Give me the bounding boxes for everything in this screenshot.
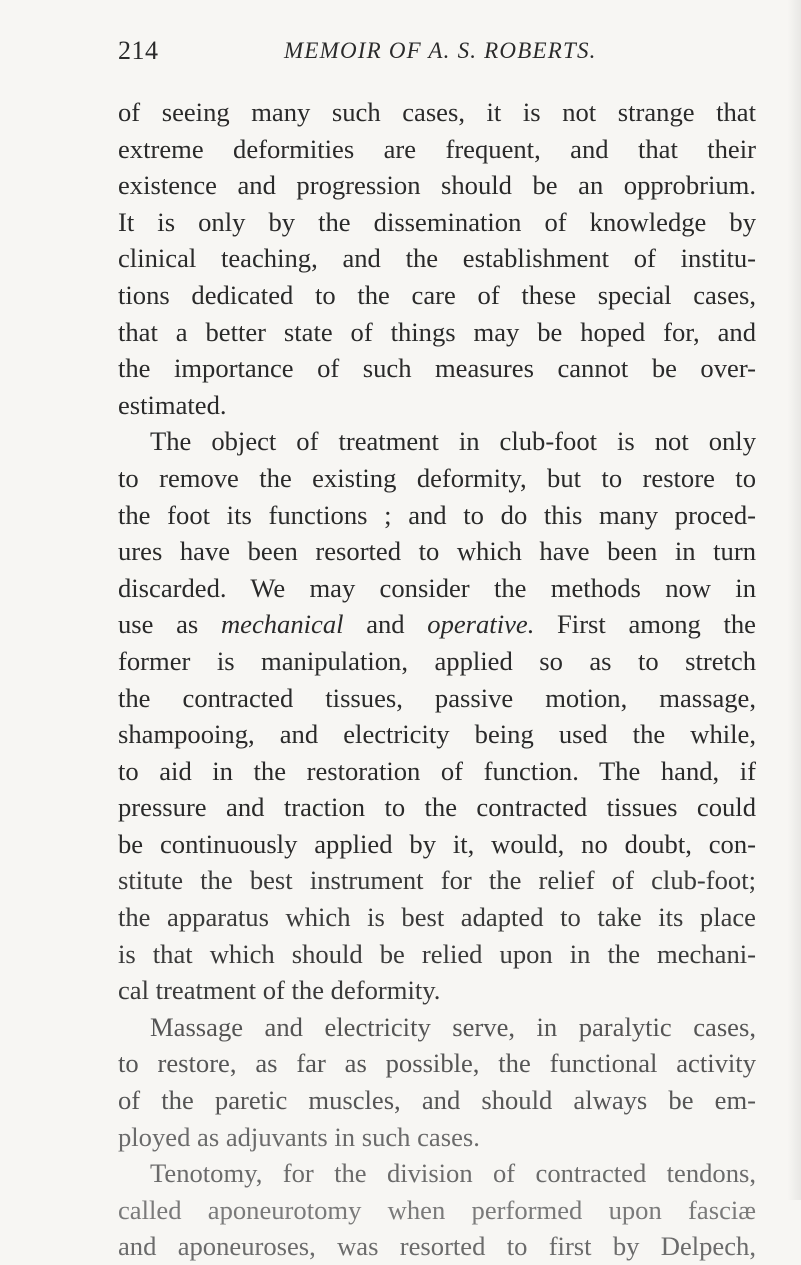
text-line: of the paretic muscles, and should always be em-	[118, 1085, 756, 1116]
text-line: is that which should be relied upon in the mechani-	[118, 938, 756, 969]
text-run: First among the	[534, 609, 756, 640]
text-line: estimated.	[118, 389, 227, 420]
text-line: the foot its functions ; and to do this many proced-	[118, 499, 756, 530]
italic-term: operative.	[427, 609, 535, 640]
text-line: to remove the existing deformity, but to restore to	[118, 462, 756, 493]
running-head	[118, 36, 755, 66]
text-line: ployed as adjuvants in such cases.	[118, 1121, 480, 1152]
text-line: the apparatus which is best adapted to take its place	[118, 902, 756, 933]
page-number: 214	[118, 36, 159, 65]
text-line: be continuously applied by it, would, no doubt, con-	[118, 828, 756, 859]
text-line: stitute the best instrument for the relief of club-foot;	[118, 865, 756, 896]
text-line: pressure and traction to the contracted tissues could	[118, 792, 756, 823]
text-line: former is manipulation, applied so as to stretch	[118, 645, 756, 676]
text-line: Tenotomy, for the division of contracted tendons,	[150, 1158, 756, 1189]
text-line: the importance of such measures cannot be over-	[118, 353, 756, 384]
text-line: extreme deformities are frequent, and that their	[118, 133, 756, 164]
text-line: to aid in the restoration of function. The hand, if	[118, 755, 756, 786]
text-run: and	[343, 609, 428, 640]
text-line: ures have been resorted to which have been in turn	[118, 536, 756, 567]
text-line: existence and progression should be an opprobrium.	[118, 170, 756, 201]
text-run: use as	[118, 609, 221, 640]
text-line: discarded. We may consider the methods now in	[118, 572, 756, 603]
text-line: cal treatment of the deformity.	[118, 975, 441, 1006]
body-text	[118, 94, 756, 1265]
italic-term: mechanical	[220, 609, 344, 640]
text-line: Massage and electricity serve, in paralytic cases,	[150, 1011, 756, 1042]
running-title: MEMOIR OF A. S. ROBERTS.	[284, 38, 597, 63]
text-line: and aponeuroses, was resorted to first by Delpech,	[118, 1231, 756, 1262]
text-line: to restore, as far as possible, the functional activity	[118, 1048, 756, 1079]
text-line: The object of treatment in club-foot is not only	[150, 426, 756, 457]
text-line: tions dedicated to the care of these special cases,	[118, 279, 756, 310]
text-line: clinical teaching, and the establishment of institu-	[118, 243, 756, 274]
text-line: shampooing, and electricity being used the while,	[118, 719, 756, 750]
page-edge-shadow	[787, 0, 801, 1200]
text-line: the contracted tissues, passive motion, massage,	[118, 682, 756, 713]
text-line: It is only by the dissemination of knowledge by	[118, 206, 756, 237]
text-line: of seeing many such cases, it is not strange that	[118, 97, 756, 127]
text-line-mixed	[118, 606, 756, 643]
text-line: called aponeurotomy when performed upon fasciæ	[118, 1194, 756, 1225]
text-line: that a better state of things may be hoped for, and	[118, 316, 756, 347]
